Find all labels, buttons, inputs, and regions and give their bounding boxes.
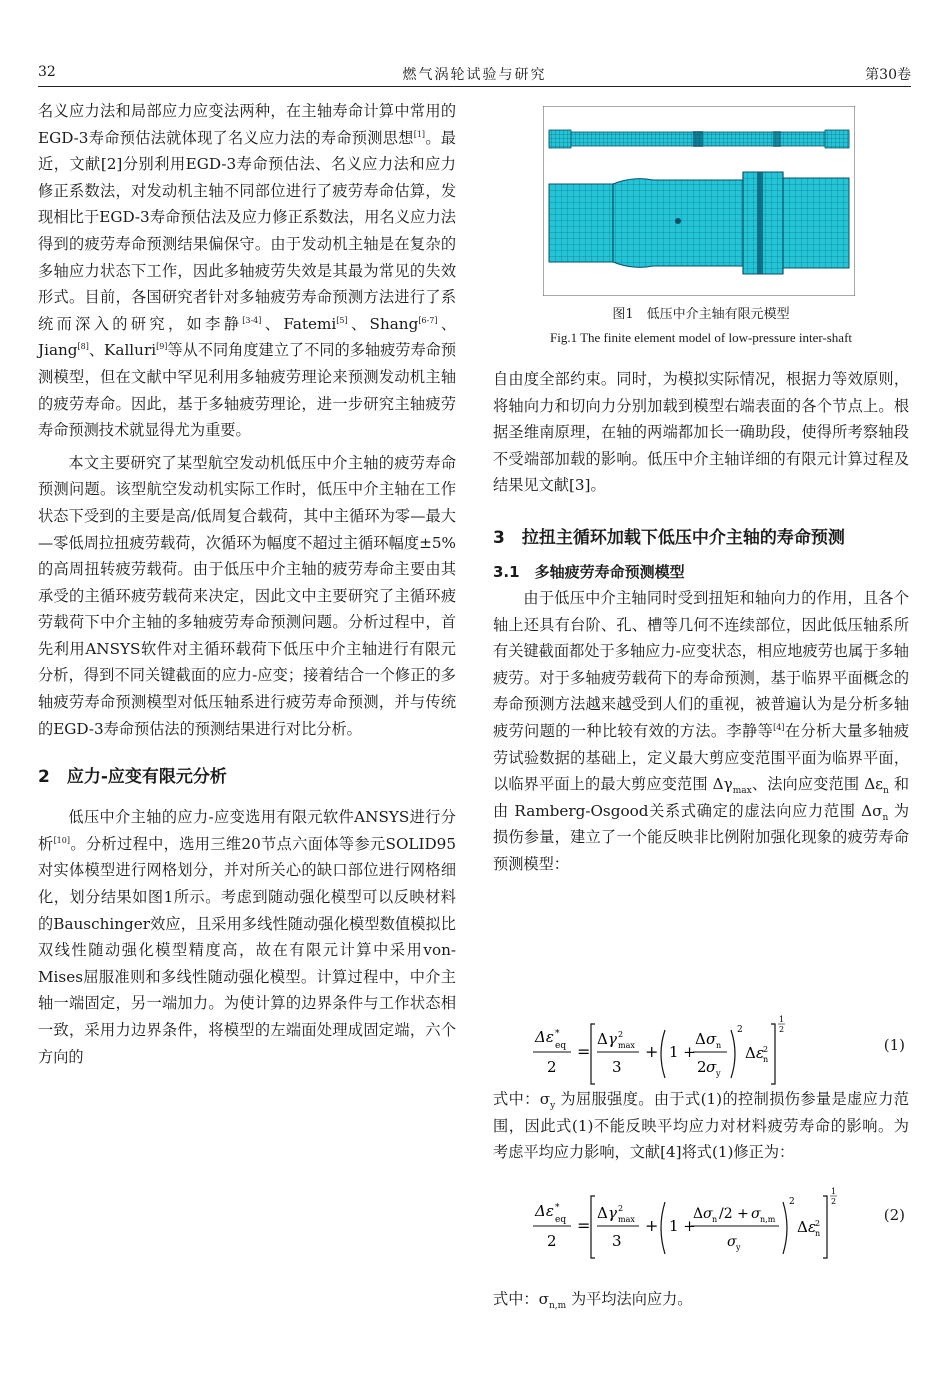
svg-text:γ: γ	[608, 1030, 617, 1048]
svg-text:2: 2	[547, 1058, 557, 1076]
svg-text:σ: σ	[751, 1206, 761, 1222]
svg-text:max: max	[618, 1215, 635, 1224]
svg-text:1: 1	[779, 1015, 785, 1024]
section-heading: 3 拉扭主循环加载下低压中介主轴的寿命预测	[493, 527, 845, 548]
svg-text:+: +	[645, 1216, 659, 1235]
paragraph: 本文主要研究了某型航空发动机低压中介主轴的疲劳寿命预测问题。该型航空发动机实际工作时，低压中介主轴在工作状态下受到的主要是高/低周复合载荷，其中主循环为零—最大—零低周拉扭疲劳载荷，次循环为幅度不超过主循环幅度±5%的高周扭转疲劳载荷。由于低压中介主轴的疲劳寿命主要由其承受的主循环疲劳载荷来决定，因此文中主要研究了主循环疲劳载荷下中介主轴的多轴疲劳寿命预测问题。分析过程中，首先利用ANSYS软件对主循环载荷下低压中介主轴进行有限元分析，得到不同关键截面的应力-应变；接着结合一个修正的多轴疲劳寿命预测模型对低压轴系进行疲劳寿命预测，并与传统的EGD-3寿命预估法的预测结果进行对比分析。	[38, 453, 456, 738]
right-column	[493, 366, 909, 878]
svg-text:2: 2	[779, 1025, 785, 1034]
svg-text:2: 2	[547, 1232, 557, 1250]
svg-text:1: 1	[831, 1187, 837, 1196]
citation[interactable]: [10]	[53, 835, 70, 845]
figure-fe-model	[543, 106, 855, 296]
svg-text:Δε: Δε	[535, 1202, 554, 1220]
svg-text:n: n	[815, 1229, 821, 1238]
section-heading: 2 应力-应变有限元分析	[38, 767, 227, 788]
equation-2-formula	[493, 1180, 873, 1262]
svg-text:eq: eq	[555, 1215, 567, 1225]
svg-text:ε: ε	[756, 1044, 765, 1062]
paragraph: 低压中介主轴的应力-应变选用有限元软件ANSYS进行分析[10]。分析过程中，选用三维20节点六面体等参元SOLID95对实体模型进行网格划分，并对所关心的缺口部位进行网格细化，划分结果如图1所示。考虑到随动强化模型可以反映材料的Bauschinger效应，且采用多线性随动强化模型数值模拟比双线性随动强化模型精度高，故在有限元计算中采用von-Mises屈服准则和多线性随动强化模型。计算过程中，中介主轴一端固定，另一端加力。为使计算的边界条件与工作状态相一致，采用力边界条件，将模型的左端面处理成固定端，六个方向的	[38, 808, 456, 1066]
svg-text:/2 +: /2 +	[719, 1206, 749, 1222]
left-column	[38, 98, 456, 1070]
equation-1	[493, 1010, 909, 1092]
citation[interactable]: [1]	[413, 129, 426, 139]
svg-text:1 +: 1 +	[669, 1217, 696, 1235]
svg-text:eq: eq	[555, 1041, 567, 1051]
svg-text:Δε: Δε	[535, 1028, 554, 1046]
svg-text:σ: σ	[703, 1206, 713, 1222]
svg-text:y: y	[736, 1243, 741, 1252]
paragraph: 式中：$\sigma_y$ 为屈服强度。由于式(1)的控制损伤参量是虚应力范围，因此式(1)不能反映平均应力对材料疲劳寿命的影响。为考虑平均应力影响，文献[4]将式(1)修正为：	[493, 1090, 909, 1162]
svg-text:+: +	[645, 1042, 659, 1061]
svg-text:3: 3	[612, 1232, 622, 1250]
svg-text:2: 2	[618, 1204, 624, 1213]
citation[interactable]: [8]	[77, 342, 89, 352]
svg-text:2: 2	[697, 1058, 707, 1076]
svg-text:Δ: Δ	[745, 1044, 756, 1062]
journal-name: 燃气涡轮试验与研究	[402, 67, 547, 83]
svg-text:σ: σ	[706, 1030, 717, 1048]
svg-text:Δ: Δ	[693, 1206, 704, 1222]
citation[interactable]: [9]	[156, 342, 168, 352]
paragraph: 由于低压中介主轴同时受到扭矩和轴向力的作用，且各个轴上还具有台阶、孔、槽等几何不连续部位，因此低压轴系所有关键截面都处于多轴应力-应变状态，相应地疲劳也属于多轴疲劳。对于多轴疲劳载荷下的寿命预测，基于临界平面概念的寿命预测方法越来越受到人们的重视，被普遍认为是分析多轴疲劳问题的一种比较有效的方法。李静等[4]在分析大量多轴疲劳试验数据的基础上，定义最大剪应变范围平面为临界平面，以临界平面上的最大剪应变范围 $\Delta\gamma_{max}$、法向应变范围 $\Delta\varepsilon_n$ 和由 Ramberg-Osgood关系式确定的虚法向应力范围 $\Delta\sigma_n$ 为损伤参量，建立了一个能反映非比例附加强化现象的疲劳寿命预测模型：	[493, 588, 910, 873]
svg-text:Δ: Δ	[797, 1218, 808, 1236]
svg-text:n: n	[763, 1055, 769, 1064]
figure-caption-zh: 图1 低压中介主轴有限元模型	[612, 307, 790, 322]
svg-text:2: 2	[737, 1025, 743, 1035]
subsection-heading: 3.1 多轴疲劳寿命预测模型	[493, 562, 685, 581]
svg-text:Δ: Δ	[597, 1030, 608, 1048]
svg-text:2: 2	[831, 1197, 837, 1206]
svg-text:1 +: 1 +	[669, 1043, 696, 1061]
citation[interactable]: [5]	[336, 315, 348, 325]
svg-text:ε: ε	[808, 1218, 817, 1236]
figure-caption-en: Fig.1 The finite element model of low-pressure inter-shaft	[549, 330, 853, 345]
svg-text:2: 2	[763, 1045, 769, 1054]
equation-number: (2)	[883, 1206, 905, 1224]
svg-text:σ: σ	[727, 1234, 737, 1250]
svg-text:=: =	[577, 1216, 591, 1235]
svg-text:2: 2	[618, 1030, 624, 1039]
svg-text:3: 3	[612, 1058, 622, 1076]
svg-text:γ: γ	[608, 1204, 617, 1222]
fe-mesh-image	[543, 106, 855, 296]
citation[interactable]: [6-7]	[418, 315, 438, 325]
svg-text:2: 2	[815, 1219, 821, 1228]
page-number: 32	[38, 64, 56, 80]
svg-text:n: n	[716, 1041, 722, 1050]
svg-text:Δ: Δ	[695, 1030, 706, 1048]
svg-text:Δ: Δ	[597, 1204, 608, 1222]
paragraph: 式中：$\sigma_{n,m}$ 为平均法向应力。	[493, 1290, 693, 1312]
volume-label: 第30卷	[865, 67, 911, 83]
svg-text:n,m: n,m	[760, 1215, 776, 1224]
svg-text:y: y	[716, 1069, 721, 1078]
svg-text:=: =	[577, 1042, 591, 1061]
svg-text:*: *	[555, 1203, 560, 1213]
citation[interactable]: [3-4]	[242, 315, 262, 325]
equation-1-formula	[493, 1010, 873, 1092]
equation-number: (1)	[883, 1036, 905, 1054]
svg-text:σ: σ	[706, 1058, 717, 1076]
paragraph: 名义应力法和局部应力应变法两种，在主轴寿命计算中常用的EGD-3寿命预估法就体现了名义应力法的寿命预测思想[1]。最近，文献[2]分别利用EGD-3寿命预估法、名义应力法和应力修正系数法，对发动机主轴不同部位进行了疲劳寿命估算，发现相比于EGD-3寿命预估法及应力修正系数法，用名义应力法得到的疲劳寿命预测结果偏保守。由于发动机主轴是在复杂的多轴应力状态下工作，因此多轴疲劳失效是其最为常见的失效形式。目前，各国研究者针对多轴疲劳寿命预测方法进行了系统而深入的研究，如李静[3-4]、Fatemi[5]、Shang[6-7]、Jiang[8]、Kalluri[9]等从不同角度建立了不同的多轴疲劳寿命预测模型，但在文献中罕见利用多轴疲劳理论来预测发动机主轴的疲劳寿命。因此，基于多轴疲劳理论，进一步研究主轴疲劳寿命预测技术就显得尤为重要。	[38, 102, 457, 440]
paragraph: 自由度全部约束。同时，为模拟实际情况，根据力等效原则，将轴向力和切向力分别加载到模型右端表面的各个节点上。根据圣维南原理，在轴的两端都加长一确助段，使得所考察轴段不受端部加载的影响。低压中介主轴详细的有限元计算过程及结果见文献[3]。	[493, 370, 909, 495]
running-header	[38, 62, 911, 87]
svg-text:max: max	[618, 1041, 635, 1050]
svg-text:2: 2	[789, 1197, 795, 1207]
citation[interactable]: [4]	[773, 722, 785, 732]
svg-text:n: n	[712, 1215, 718, 1224]
svg-text:*: *	[555, 1029, 560, 1039]
equation-2	[493, 1180, 909, 1262]
